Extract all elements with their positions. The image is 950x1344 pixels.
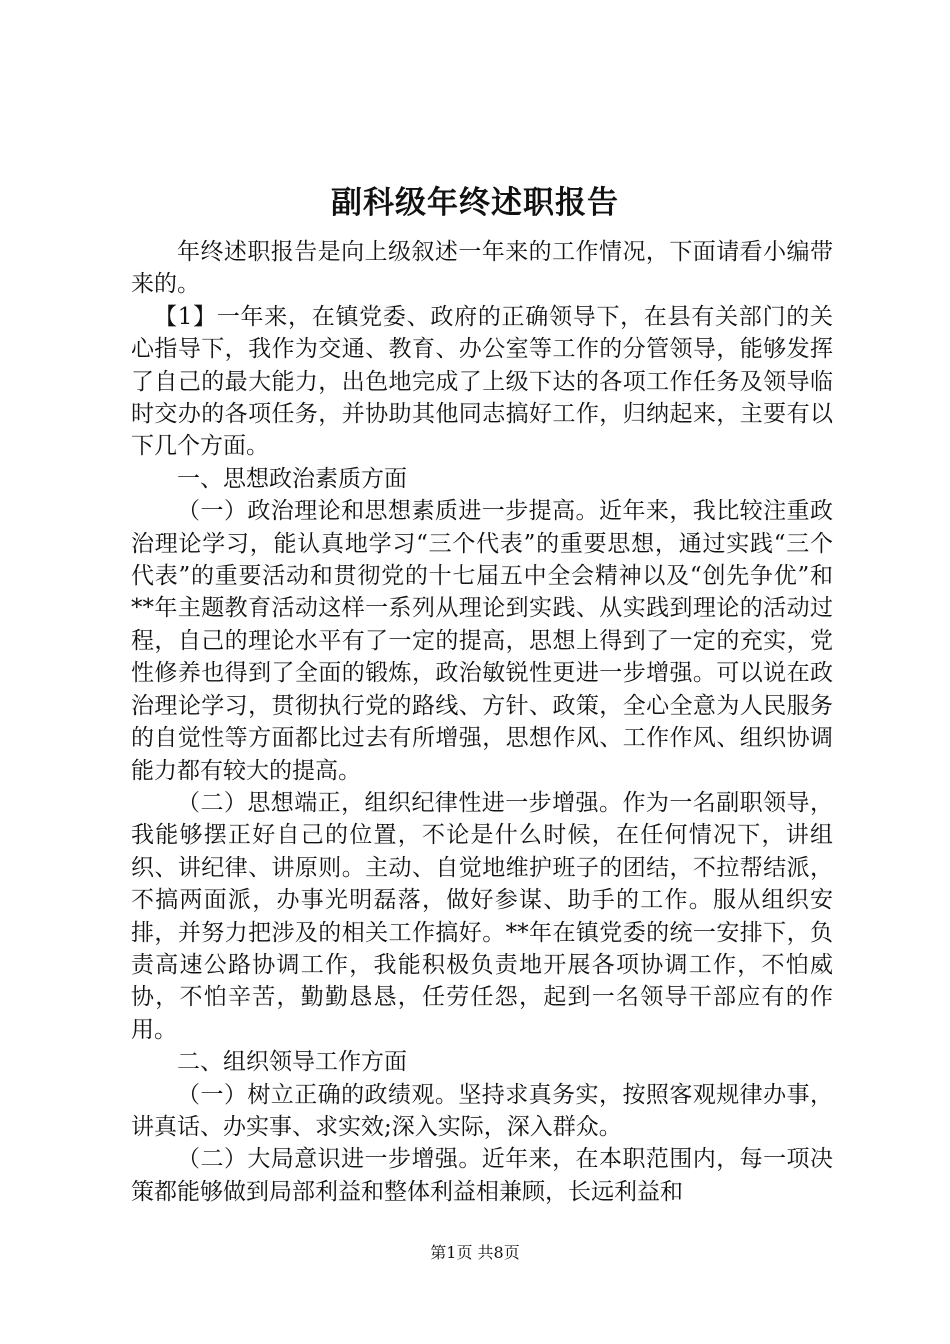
section-heading-leadership: 二、组织领导工作方面 bbox=[177, 1049, 407, 1076]
page-number-footer: 第1页 共8页 bbox=[430, 1243, 520, 1262]
paragraph-intro: 年终述职报告是向上级叙述一年来的工作情况，下面请看小编带来的。 bbox=[131, 239, 833, 298]
paragraph-overall-awareness: （二）大局意识进一步增强。近年来，在本职范围内，每一项决策都能够做到局部利益和整体利益相兼顾，长远利益和 bbox=[131, 1146, 833, 1205]
paragraph-performance-view: （一）树立正确的政绩观。坚持求真务实，按照客观规律办事，讲真话、办实事、求实效;深入实际，深入群众。 bbox=[131, 1081, 833, 1140]
paragraph-section-1-opening: 【1】一年来，在镇党委、政府的正确领导下，在县有关部门的关心指导下，我作为交通、教育、办公室等工作的分管领导，能够发挥了自己的最大能力，出色地完成了上级下达的各项工作任务及领导临时交办的各项任务，并协助其他同志搞好工作，归纳起来，主要有以下几个方面。 bbox=[131, 303, 833, 460]
document-body bbox=[131, 236, 833, 1208]
paragraph-political-theory: （一）政治理论和思想素质进一步提高。近年来，我比较注重政治理论学习，能认真地学习“三个代表”的重要思想，通过实践“三个代表”的重要活动和贯彻党的十七届五中全会精神以及“创先争优”和**年主题教育活动这样一系列从理论到实践、从实践到理论的活动过程，自己的理论水平有了一定的提高，思想上得到了一定的充实，党性修养也得到了全面的锻炼，政治敏锐性更进一步增强。可以说在政治理论学习，贯彻执行党的路线、方针、政策，全心全意为人民服务的自觉性等方面都比过去有所增强，思想作风、工作作风、组织协调能力都有较大的提高。 bbox=[131, 498, 833, 784]
document-title: 副科级年终述职报告 bbox=[331, 185, 619, 221]
section-heading-ideology: 一、思想政治素质方面 bbox=[177, 465, 407, 492]
paragraph-discipline: （二）思想端正，组织纪律性进一步增强。作为一名副职领导，我能够摆正好自己的位置，不论是什么时候，在任何情况下，讲组织、讲纪律、讲原则。主动、自觉地维护班子的团结，不拉帮结派，不搞两面派，办事光明磊落，做好参谋、助手的工作。服从组织安排，并努力把涉及的相关工作搞好。**年在镇党委的统一安排下，负责高速公路协调工作，我能积极负责地开展各项协调工作，不怕威协，不怕辛苦，勤勤恳恳，任劳任怨，起到一名领导干部应有的作用。 bbox=[131, 789, 833, 1043]
